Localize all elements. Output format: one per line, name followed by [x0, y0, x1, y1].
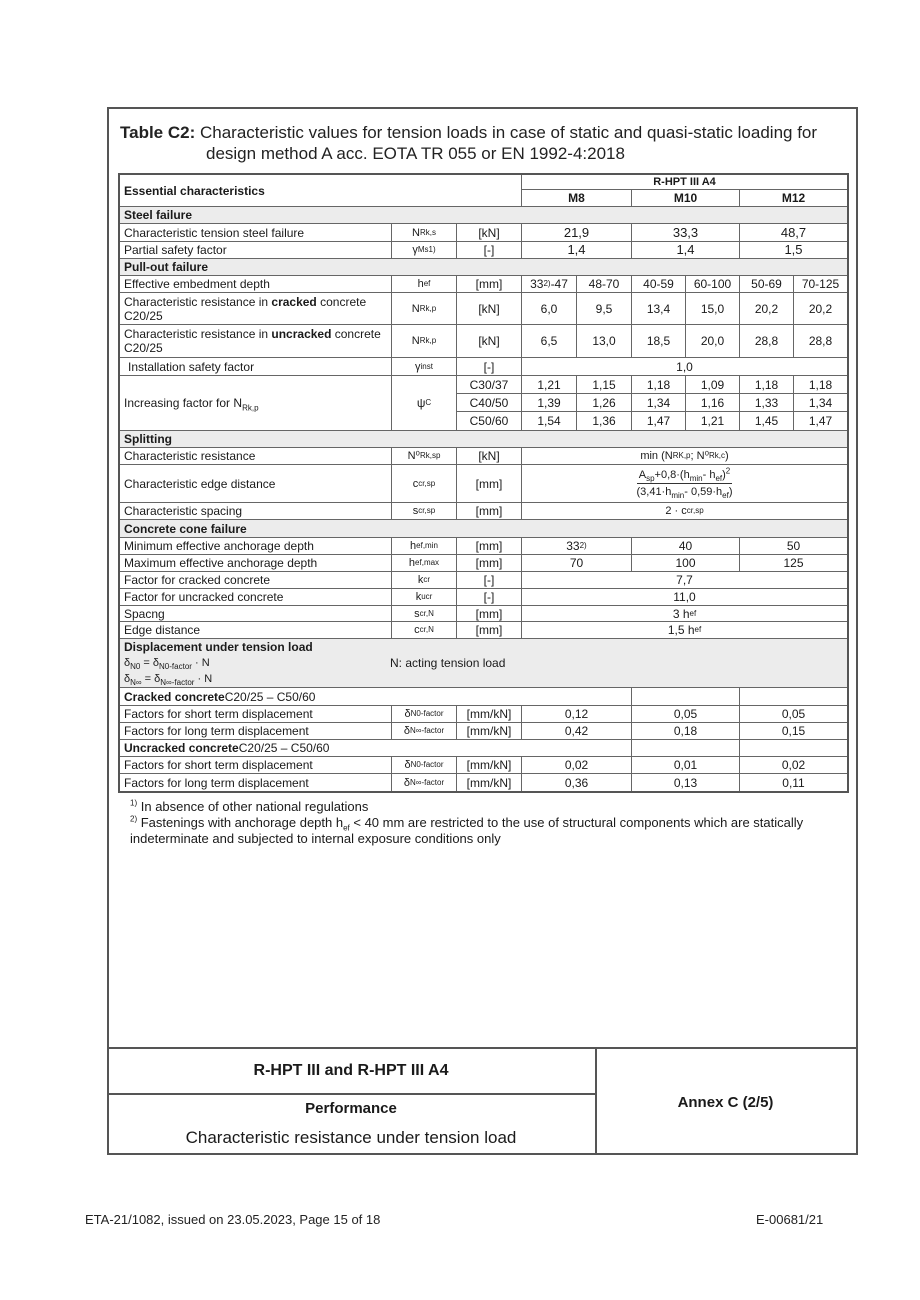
- value-cell: 1,21: [686, 412, 740, 431]
- value-cell: 1,5: [740, 242, 847, 259]
- symbol-cell: N Rk,p: [392, 325, 457, 358]
- symbol-cell: δ N∞-factor: [392, 774, 457, 791]
- unit-cell: [mm/kN]: [457, 706, 522, 723]
- header-product: R-HPT III A4: [522, 175, 847, 190]
- value-cell: 70-125: [794, 276, 847, 293]
- value-cell: 1,0: [522, 358, 847, 376]
- row-label: Effective embedment depth: [120, 276, 392, 293]
- row-label: Factor for uncracked concrete: [120, 589, 392, 606]
- unit-cell: [mm]: [457, 503, 522, 520]
- value-cell: 0,05: [632, 706, 740, 723]
- unit-cell: [mm]: [457, 276, 522, 293]
- value-cell: 1,34: [794, 394, 847, 412]
- unit-cell: [mm/kN]: [457, 757, 522, 774]
- value-cell: 0,12: [522, 706, 632, 723]
- value-cell: 28,8: [740, 325, 794, 358]
- value-cell: 0,36: [522, 774, 632, 791]
- value-cell: 28,8: [794, 325, 847, 358]
- row-label: Factor for cracked concrete: [120, 572, 392, 589]
- header-m10: M10: [632, 190, 740, 207]
- table-label: Table C2:: [120, 123, 196, 142]
- footer-annex: Annex C (2/5): [677, 1093, 774, 1111]
- symbol-cell: N Rk,s: [392, 224, 457, 242]
- row-label: Characteristic edge distance: [120, 465, 392, 503]
- unit-cell: [-]: [457, 572, 522, 589]
- symbol-cell: δ N∞-factor: [392, 723, 457, 740]
- page-footer-left: ETA-21/1082, issued on 23.05.2023, Page 15 of 18: [85, 1212, 381, 1227]
- empty-cell: [632, 688, 740, 706]
- value-cell: 1,34: [632, 394, 686, 412]
- unit-cell: [mm]: [457, 465, 522, 503]
- value-cell: 6,5: [522, 325, 577, 358]
- empty-cell: [740, 688, 847, 706]
- value-cell: 0,18: [632, 723, 740, 740]
- grade-cell: C30/37: [457, 376, 522, 394]
- row-label: Characteristic tension steel failure: [120, 224, 392, 242]
- footnote-1: $^{1)}$ In absence of other national regulations: [130, 798, 369, 814]
- row-label: Factors for long term displacement: [120, 774, 392, 791]
- value-cell: 0,02: [740, 757, 847, 774]
- symbol-cell: s cr,sp: [392, 503, 457, 520]
- grade-cell: C50/60: [457, 412, 522, 431]
- row-label: Characteristic resistance in cracked concrete C20/25: [120, 293, 392, 325]
- unit-cell: [kN]: [457, 293, 522, 325]
- footer-subtitle: Characteristic resistance under tension load: [107, 1121, 597, 1155]
- section-pullout-failure: Pull-out failure: [120, 259, 847, 276]
- unit-cell: [-]: [457, 358, 522, 376]
- value-cell: 0,11: [782, 775, 805, 790]
- footnotes: [130, 799, 850, 847]
- unit-cell: [kN]: [457, 325, 522, 358]
- value-cell: 9,5: [577, 293, 632, 325]
- symbol-cell: γ Ms 1): [392, 242, 457, 259]
- grade-cell: C40/50: [457, 394, 522, 412]
- header-essential: Essential characteristics: [120, 175, 522, 207]
- row-label: Factors for short term displacement: [120, 706, 392, 723]
- subsection-cracked: Cracked concrete C20/25 – C50/60: [120, 688, 632, 706]
- value-cell: 40-59: [632, 276, 686, 293]
- unit-cell: [mm]: [457, 606, 522, 622]
- empty-cell: [740, 740, 847, 757]
- symbol-cell: c cr,N: [392, 622, 457, 639]
- value-cell: 100: [632, 555, 740, 572]
- value-cell: 18,5: [632, 325, 686, 358]
- value-cell: 13,4: [632, 293, 686, 325]
- section-concrete-cone-failure: Concrete cone failure: [120, 520, 847, 538]
- value-cell: 40: [632, 538, 740, 555]
- unit-cell: [mm]: [457, 622, 522, 639]
- value-cell: 1,18: [794, 376, 847, 394]
- symbol-cell: s cr,N: [392, 606, 457, 622]
- header-m12: M12: [740, 190, 847, 207]
- value-cell: 70: [522, 555, 632, 572]
- value-cell: 0,05: [740, 706, 847, 723]
- formula-cell: 2 · c cr,sp: [522, 503, 847, 520]
- value-cell: 13,0: [577, 325, 632, 358]
- value-cell: 0,02: [522, 757, 632, 774]
- value-cell: 1,18: [632, 376, 686, 394]
- unit-cell: [-]: [457, 589, 522, 606]
- value-cell: 0,01: [632, 757, 740, 774]
- table-title: Table C2: Characteristic values for tension loads in case of static and quasi-static loading for design method A acc. EOTA TR 055 or EN 1992-4:2018: [120, 123, 818, 163]
- symbol-cell: N⁰ Rk,sp: [392, 448, 457, 465]
- value-cell: 60-100: [686, 276, 740, 293]
- value-cell: 1,5 h ef: [522, 622, 847, 639]
- value-cell: 0,42: [522, 723, 632, 740]
- value-cell: 1,4: [522, 242, 632, 259]
- footer-product: R-HPT III and R-HPT III A4: [107, 1049, 597, 1095]
- symbol-cell: c cr,sp: [392, 465, 457, 503]
- symbol-cell: h ef,max: [392, 555, 457, 572]
- symbol-cell: ψ C: [392, 376, 457, 431]
- value-cell: 1,33: [740, 394, 794, 412]
- row-label: Characteristic spacing: [120, 503, 392, 520]
- value-cell: 33,3: [632, 224, 740, 242]
- value-cell: 48-70: [577, 276, 632, 293]
- section-steel-failure: Steel failure: [120, 207, 847, 224]
- value-cell: 48,7: [740, 224, 847, 242]
- value-cell: 20,2: [740, 293, 794, 325]
- value-cell: 20,0: [686, 325, 740, 358]
- row-label: Partial safety factor: [120, 242, 392, 259]
- unit-cell: [kN]: [457, 448, 522, 465]
- symbol-cell: N Rk,p: [392, 293, 457, 325]
- value-cell: 7,7: [522, 572, 847, 589]
- row-label: Increasing factor for $N_{Rk,p}$: [120, 376, 392, 431]
- value-cell: 1,26: [577, 394, 632, 412]
- value-cell: 1,16: [686, 394, 740, 412]
- value-cell: 0,13: [632, 774, 740, 791]
- characteristics-table: [118, 173, 849, 793]
- value-cell: 50: [740, 538, 847, 555]
- value-cell: 6,0: [522, 293, 577, 325]
- unit-cell: [-]: [457, 242, 522, 259]
- row-label: Installation safety factor: [120, 358, 392, 376]
- unit-cell: [mm/kN]: [457, 723, 522, 740]
- subsection-uncracked: Uncracked concrete C20/25 – C50/60: [120, 740, 632, 757]
- row-label: Factors for long term displacement: [120, 723, 392, 740]
- row-label: Minimum effective anchorage depth: [120, 538, 392, 555]
- unit-cell: [kN]: [457, 224, 522, 242]
- symbol-cell: δ N0-factor: [392, 706, 457, 723]
- footnote-2: $^{2)}$ Fastenings with anchorage depth $h_{ef} < 40$ mm are restricted to the use of structural components which are statically indeterminate and subjected to internal exposure conditions only: [130, 814, 804, 846]
- row-label: Characteristic resistance: [120, 448, 392, 465]
- value-cell: 1,18: [740, 376, 794, 394]
- symbol-cell: k cr: [392, 572, 457, 589]
- row-label: Edge distance: [120, 622, 392, 639]
- value-cell: 33 2) -47: [522, 276, 577, 293]
- value-cell: 1,39: [522, 394, 577, 412]
- value-cell: 33 2): [522, 538, 632, 555]
- section-splitting: Splitting: [120, 431, 847, 448]
- value-cell: 15,0: [686, 293, 740, 325]
- symbol-cell: γ inst: [392, 358, 457, 376]
- value-cell: 20,2: [794, 293, 847, 325]
- symbol-cell: k ucr: [392, 589, 457, 606]
- unit-cell: [mm]: [457, 538, 522, 555]
- annex-footer-box: [107, 1047, 858, 1155]
- row-label: Characteristic resistance in uncracked concrete C20/25: [120, 325, 392, 358]
- displacement-eq2: $\delta_{N\infty} = \delta_{N\infty-factor} \cdot N$: [124, 673, 213, 688]
- formula-cell: min (N RK,p ; N⁰ Rk,c ): [522, 448, 847, 465]
- value-cell: 1,54: [522, 412, 577, 431]
- acting-load-note: N: acting tension load: [390, 656, 506, 670]
- value-cell: 125: [740, 555, 847, 572]
- value-cell: 11,0: [522, 589, 847, 606]
- symbol-cell: h ef,min: [392, 538, 457, 555]
- value-cell: 1,45: [740, 412, 794, 431]
- value-cell: 1,15: [577, 376, 632, 394]
- row-label: Maximum effective anchorage depth: [120, 555, 392, 572]
- section-displacement: Displacement under tension load $\delta_{N0} = \delta_{N0-factor} \cdot N$ N: acting tension load $\delta_{N\infty} = \delta_{N\infty-factor} \cdot N$: [120, 639, 847, 688]
- symbol-cell: h ef: [392, 276, 457, 293]
- row-label: Spacng: [120, 606, 392, 622]
- unit-cell: [mm]: [457, 555, 522, 572]
- value-cell: 50-69: [740, 276, 794, 293]
- value-cell: 3 h ef: [522, 606, 847, 622]
- empty-cell: [632, 740, 740, 757]
- footer-section: Performance: [107, 1095, 597, 1121]
- value-cell: 1,36: [577, 412, 632, 431]
- header-m8: M8: [522, 190, 632, 207]
- value-cell: 1,09: [686, 376, 740, 394]
- row-label: Factors for short term displacement: [120, 757, 392, 774]
- value-cell: 1,47: [632, 412, 686, 431]
- value-cell: 1,4: [632, 242, 740, 259]
- value-cell: 1,47: [794, 412, 847, 431]
- displacement-eq1: $\delta_{N0} = \delta_{N0-factor} \cdot N$ N: acting tension load: [124, 656, 506, 672]
- formula-cell: $\frac{A_{sp}+0,8\cdot(h_{min}- h_{ef})^2}{(3,41\cdot h_{min}- 0,59\cdot h_{ef})}$: [522, 465, 847, 503]
- symbol-cell: δ N0-factor: [392, 757, 457, 774]
- value-cell: 1,21: [522, 376, 577, 394]
- value-cell: 0,15: [740, 723, 847, 740]
- page-footer-right: E-00681/21: [756, 1212, 824, 1227]
- unit-cell: [mm/kN]: [457, 774, 522, 791]
- value-cell: 21,9: [522, 224, 632, 242]
